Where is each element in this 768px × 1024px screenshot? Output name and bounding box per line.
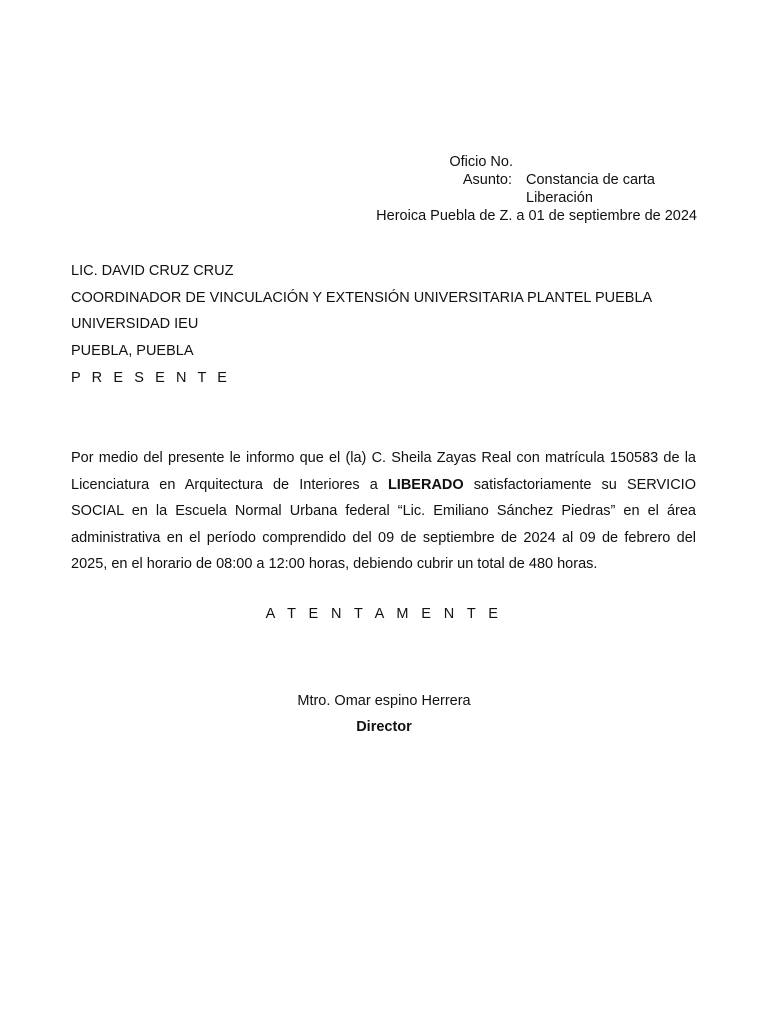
liberado-emphasis: LIBERADO: [387, 476, 464, 493]
asunto-text: [526, 171, 697, 207]
letter-body: [71, 445, 696, 578]
place-date: Heroica Puebla de Z. a 01 de septiembre de 2024: [376, 208, 697, 224]
recipient-city: PUEBLA, PUEBLA: [71, 343, 194, 360]
asunto-line-1: Constancia de carta: [526, 172, 655, 188]
body-text-part-1: Por medio del presente le informo que el (la) C. Sheila Zayas Real con matrícula 150583 de la Licenciatura en Arquitectura de Interiores a: [71, 450, 696, 493]
asunto-line-2: Liberación: [526, 190, 593, 206]
asunto-row: [337, 171, 697, 207]
letter-header: [337, 153, 697, 225]
recipient-position: COORDINADOR DE VINCULACIÓN Y EXTENSIÓN UNIVERSITARIA PLANTEL PUEBLA: [71, 289, 653, 306]
closing-atentamente: A T E N T A M E N T E: [265, 606, 503, 622]
recipient-name: LIC. DAVID CRUZ CRUZ: [71, 263, 234, 279]
signature-block: [0, 688, 768, 740]
signer-name: Mtro. Omar espino Herrera: [297, 693, 471, 709]
oficio-label: Oficio No.: [449, 154, 513, 170]
body-text-part-2: satisfactoriamente su SERVICIO SOCIAL en la Escuela Normal Urbana federal “Lic. Emiliano Sánchez Piedras” en el área administrativa en el período comprendido del 09 de septiembre de 2024 al 09 de febrero del 2025, en el horario de 08:00 a 12:00 horas, debiendo cubrir un total de 480 horas.: [71, 476, 696, 573]
signer-title: Director: [356, 719, 412, 735]
recipient-institution: UNIVERSIDAD IEU: [71, 316, 199, 333]
presente-label: P R E S E N T E: [71, 369, 231, 386]
oficio-number: [337, 153, 697, 171]
recipient-block: [71, 258, 701, 392]
asunto-label: Asunto:: [462, 172, 512, 188]
